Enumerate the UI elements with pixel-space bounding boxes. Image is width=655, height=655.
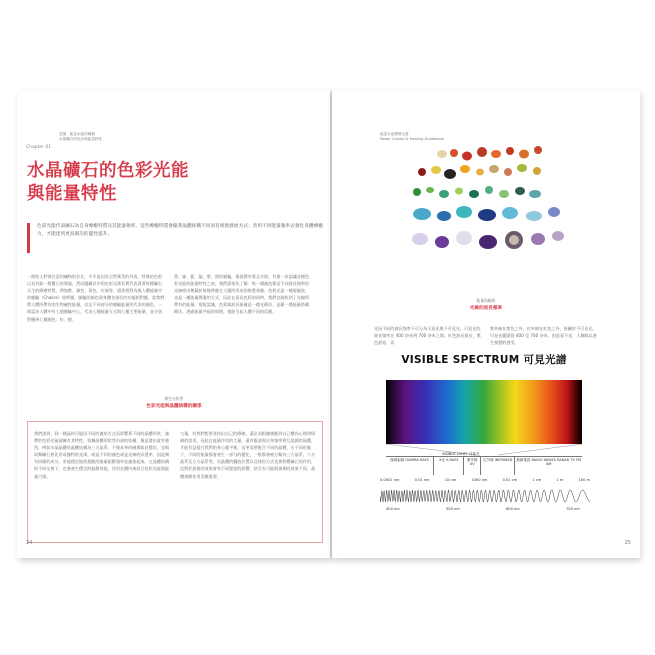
gem-row-1 [437,146,542,161]
wavelength-scale [380,478,590,486]
title-line-1: 水晶礦石的色彩光能 [27,161,189,181]
band-gamma: 伽瑪射線 GAMMA RAYS [386,457,434,475]
chapter-header [26,132,103,152]
scale-tick: 1 cm [532,478,542,482]
scale-tick: 1000 nm [471,478,488,482]
gemstones-illustration [392,144,582,279]
nm-label: 700 nm [566,507,580,511]
scale-tick: 10 nm [444,478,457,482]
visible-light-bracket [386,444,582,456]
nm-label: 500 nm [446,507,460,511]
nanometer-labels [380,507,590,515]
intro-accent-bar [27,223,30,253]
page-number: 25 [624,540,631,546]
body-column-1: 一開始人們會注意到礦物的存在，多半是因為它們華美的外表，特殊的色彩以及有如一般寶石的質地，然而隱藏其中的色彩光澤其實代表著著每種礦石天生的療癒特質，例如紫、綠色、黃色、紅褐等，通常相對為與人體能量中的脈輪（Chakra）相呼應。脈輪的顏色與身體各部位的功能相對應，當我們將人體所帶有的生物磁性能量，以及不同部分的脈輪能量所代表的顏色，一經認為人體中有七個脈輪中心，代表七種能量方式與七種主要能量，並分別對應到七種顏色：紅、橙、 [27,274,165,322]
scale-tick: 100 m [578,478,590,482]
info-box [27,421,323,543]
visible-light-label: VISIBLE LIGHT 可見光 [442,452,480,456]
intro-paragraph: 色彩光能代表礦石為自身療癒特質及其能量頻率，這些療癒特質會隨著晶體結構不同而有相異發展方式；善用不同能量頻率去強化身體療癒力，才能達到更高層次的靈性提升。 [37,224,323,238]
band-infrared: 紅外線 INFRARED [481,457,515,475]
scale-tick: 0.0001 nm [380,478,400,482]
scale-tick: 0.01 nm [414,478,430,482]
header-subtitle: Power Crystal & Healing Guidebook [380,136,444,141]
gem-row-2 [418,164,541,179]
description-column-2: 紫外線在紫色之外，紅外線在紅色之外，皆屬於不可見光，可見光範圍從 400 至 700 奈米，因此看不見，人類眼以產生視覺的感受。 [490,326,597,346]
section-label: 能量與輻射 [476,298,496,303]
nm-label: 600 nm [506,507,520,511]
section-heading [59,132,179,141]
running-header [380,132,444,141]
heading-subline: 水晶礦石的色彩與能量特性 [59,136,103,141]
right-page [332,90,640,558]
scale-tick: 1 m [556,478,564,482]
gem-row-3 [413,186,541,198]
page-number: 24 [26,540,33,546]
heading-line: 認識 能量水晶的種類 [59,132,95,136]
band-xray: X光 X-RAYS [434,457,464,475]
chapter-label: Chapter 01 [26,145,52,150]
gem-row-5 [412,231,564,249]
section-label: 顏色分析要 [164,396,184,401]
header-title: 能量水晶療癒全書 [380,132,409,136]
spectrum-gradient [386,380,582,444]
nm-label: 400 nm [386,507,400,511]
gem-row-4 [413,206,560,221]
section-title: 光線的波長頻率 [469,306,503,311]
wavelength-wave [380,488,590,504]
band-uv: 紫外線 UV [464,457,481,475]
box-column-2: 力量，若我們想要尋找出自己的療癒，還必須根據感應到自己體內心理和情緒的需求，因此在能量作用的大量，還有應該與自身頻率相互協調的晶體，才能有益提升我們的身心靈平衡，這更需要配合不同的晶體，在不同形態下，不同的能量都會產生一部分的變化，一般都會被分類為三方晶系、六方晶系及立方晶系等，而晶體的擺放位置以及使用方式也會影響礦石的作用，這對於最後的效果會有不同程度的影響，甚至有可能與預期的效果不同，晶體發揮作用至關重要。 [180,431,316,479]
spectrum-title [374,352,594,367]
box-column-1: 我們說到，同一種晶材可能因不同的連結方式而影響著不同的晶體形狀，連帶的色彩光能就擁有其特性，依據晶體形狀等內部的結構，像是發出就有強烈，例如水晶晶體的晶體結構為三方晶系，不僅本身的磁場如此穩定，也與同類礦石相比形成獨特的光澤，或是不同的顏色或是光線的穿透率，因此擁有同樣的成分，更能穩定地與搭配的能量振動頻率並連接起來。在晶體結構的不同交會下，也會產生穩定的振動效能，作用在體內來結合色彩光能與能量力場。 [34,431,170,479]
left-page [17,90,330,558]
title-line-2: 與能量特性 [27,184,117,204]
band-radio: 無線電波 RADIO WAVES RADAR TV FM AM [516,458,582,467]
spectrum-bands [386,456,582,475]
page-title [27,160,189,206]
scale-tick: 0.01 cm [502,478,518,482]
description-column-1: 光因不同的波長頻率下可分為可見光與不可見光，可見光的波長頻率在 400 奈米到 700 奈米之間，紅色波長最長，紫色最短，而 [374,326,481,346]
spectrum-title-zh: 可見光譜 [523,354,567,366]
body-column-2: 黃、綠、藍、靛、紫，開於脈輪，後面將有專文介紹。有進一步認識各種色彩光能的能量特性之前，我們需要先了解：每一種顏色都是不同波長頻率的光線經由稜鏡折射後傳遞在大腦所形成的視覺效應；色彩光是一種電磁波，也是一種能量傳遞的方式，因此在看見色彩的同時，我們也接收到了光線所帶有的能量。搭配認識，色彩與波長能量是一種光療法，是藉一種能量搭載療法，透過能量共振的原理，使能引起人體不同的反應。 [174,274,310,315]
spectrum-title-en: VISIBLE SPECTRUM [401,354,520,366]
section-title: 色彩光能與晶體結構的關係 [146,404,202,409]
